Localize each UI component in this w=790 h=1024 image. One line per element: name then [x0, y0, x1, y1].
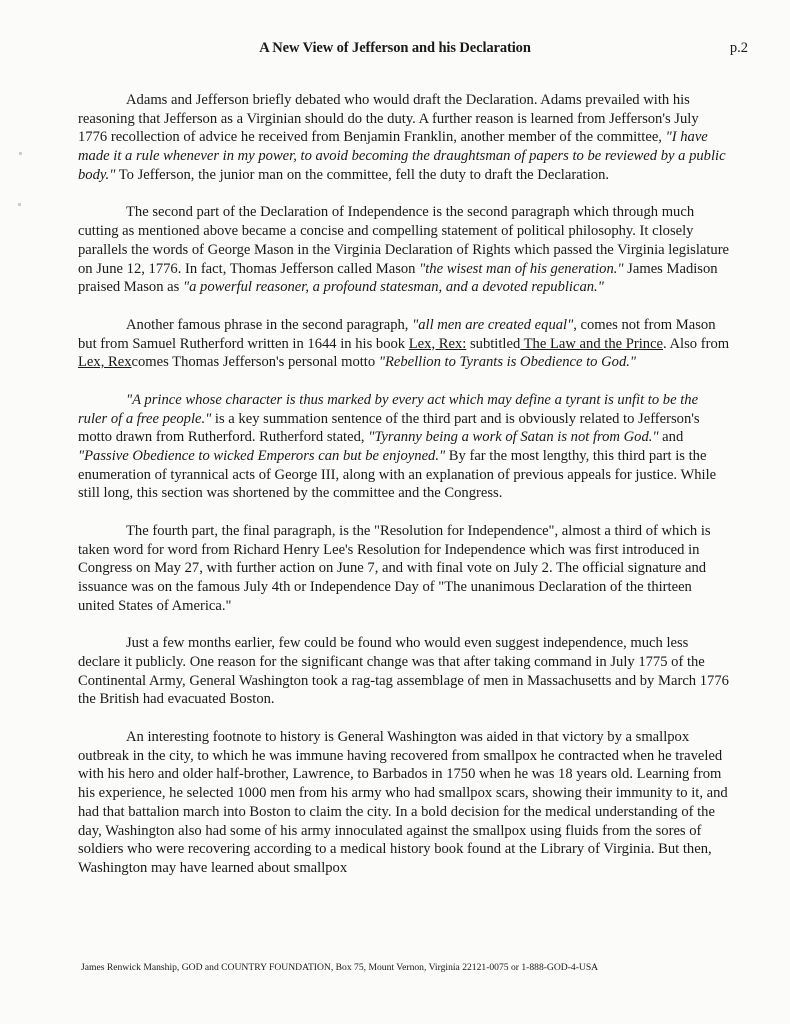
- quotation: "Rebellion to Tyrants is Obedience to God.": [378, 354, 637, 371]
- document-body: [78, 91, 730, 897]
- body-paragraph: [78, 91, 730, 185]
- paragraph-text: To Jefferson, the junior man on the committee, fell the duty to draft the Declaration.: [115, 166, 610, 183]
- paragraph-text: Another famous phrase in the second paragraph,: [126, 316, 413, 333]
- quotation: "I have made it a rule whenever in my power, to avoid becoming the draughtsman of papers to be reviewed by a public body.": [78, 129, 726, 183]
- paragraph-text: James Madison praised Mason as: [78, 260, 718, 296]
- quotation: "a powerful reasoner, a profound statesman, and a devoted republican.": [182, 279, 604, 296]
- paragraph-text: , comes not from Mason but from Samuel Rutherford written in 1644 in his book: [78, 316, 716, 352]
- paragraph-text: An interesting footnote to history is General Washington was aided in that victory by a smallpox outbreak in the city, to which he was immune having recovered from smallpox he contracted when he traveled with his hero and older half-brother, Lawrence, to Barbados in 1750 when he was 18 years old. Learning from his experience, he selected 1000 men from his army who had smallpox scars, showing their immunity to it, and had that battalion march into Boston to claim the city. In a bold decision for the medical understanding of the day, Washington also had some of his army innoculated against the smallpox using fluids from the sores of soldiers who were recovering according to a medical history book found at the Library of Virginia. But then, Washington may have learned about smallpox: [78, 729, 728, 876]
- paragraph-text: and: [658, 429, 684, 446]
- body-paragraph: [78, 728, 730, 878]
- book-title: The Law and the Prince: [520, 335, 664, 352]
- document-title: A New View of Jefferson and his Declaration: [259, 40, 531, 56]
- quotation: "all men are created equal": [412, 316, 574, 333]
- paragraph-text: subtitled: [466, 335, 521, 352]
- paragraph-text: comes Thomas Jefferson's personal motto: [131, 354, 379, 371]
- footer-attribution: James Renwick Manship, GOD and COUNTRY FOUNDATION, Box 75, Mount Vernon, Virginia 22121-0075 or 1-888-GOD-4-USA: [81, 962, 599, 973]
- body-paragraph: [78, 391, 730, 503]
- paragraph-text: The fourth part, the final paragraph, is the "Resolution for Independence", almost a third of which is taken word for word from Richard Henry Lee's Resolution for Independence which was first introduced in Congress on May 27, with further action on June 7, and with final vote on July 2. The official signature and issuance was on the famous July 4th or Independence Day of "The unanimous Declaration of the thirteen united States of America.": [78, 522, 711, 614]
- body-paragraph: [78, 316, 730, 372]
- paragraph-text: The second part of the Declaration of Independence is the second paragraph which through much cutting as mentioned above became a concise and compelling statement of political philosophy. It closely parallels the words of George Mason in the Virginia Declaration of Rights which passed the Virginia legislature on June 12, 1776. In fact, Thomas Jefferson called Mason: [78, 204, 730, 277]
- quotation: "the wisest man of his generation.": [419, 260, 624, 277]
- quotation: "Passive Obedience to wicked Emperors can but be enjoyned.": [78, 447, 446, 464]
- quotation: "Tyranny being a work of Satan is not from God.": [368, 429, 659, 446]
- paragraph-text: is a key summation sentence of the third part and is obviously related to Jefferson's motto drawn from Rutherford. Rutherford stated,: [78, 410, 700, 446]
- body-paragraph: [78, 203, 730, 297]
- paragraph-text: Just a few months earlier, few could be found who would even suggest independence, much less declare it publicly. One reason for the significant change was that after taking command in July 1775 of the Continental Army, General Washington took a rag-tag assemblage of men in Massachusetts and by March 1776 the British had evacuated Boston.: [78, 635, 729, 708]
- paragraph-text: By far the most lengthy, this third part is the enumeration of tyrannical acts of George III, along with an explanation of previous appeals for justice. While still long, this section was shortened by the committee and the Congress.: [78, 447, 717, 502]
- book-title: Lex, Rex: [78, 354, 132, 371]
- body-paragraph: [78, 634, 730, 709]
- scan-speck: [19, 152, 22, 155]
- book-title: Lex, Rex:: [408, 335, 467, 352]
- scan-speck: [18, 203, 21, 206]
- paragraph-text: . Also from: [663, 335, 730, 352]
- body-paragraph: [78, 522, 730, 616]
- quotation: "A prince whose character is thus marked by every act which may define a tyrant is unfit to be the ruler of a free people.": [78, 391, 699, 427]
- paragraph-text: Adams and Jefferson briefly debated who would draft the Declaration. Adams prevailed with his reasoning that Jefferson as a Virginian should do the duty. A further reason is learned from Jefferson's July 1776 recollection of advice he received from Benjamin Franklin, another member of the committee,: [78, 92, 699, 146]
- page-number: p.2: [729, 40, 748, 56]
